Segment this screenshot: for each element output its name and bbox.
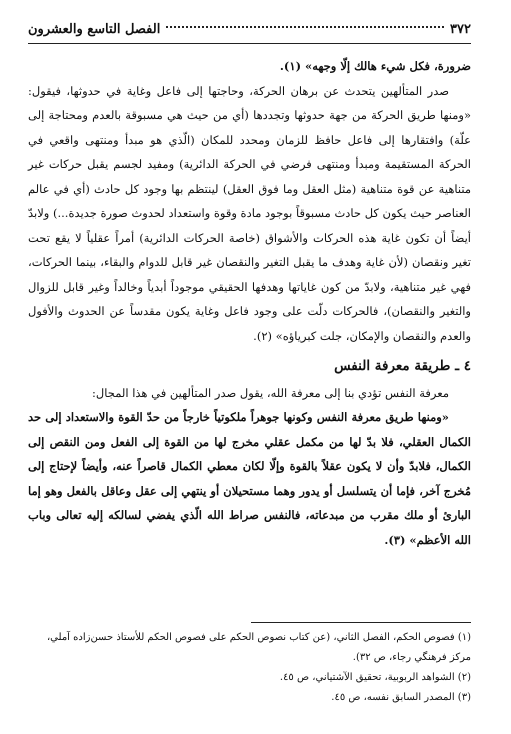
footnote-2: (٢) الشواهد الربوبية، تحقيق الآشتياني، ص ٤٥. <box>279 672 471 683</box>
section-heading: ٤ ـ طريقة معرفة النفس <box>334 358 471 374</box>
paragraph-motion-argument: صدر المتألهين يتحدث عن برهان الحركة، وحاجتها إلى فاعل وغاية في حدوثها، فيقول: «ومنها طريق الحركة من جهة حدوثها وتجددها (أي من حيث هي مسبوقة بالعدم ومحتاجة إلى علّة) وافتقارها إلى فاعل حافظ للزمان ومحدد للمكان (الّذي هو مبدأ ومنتهى واقعي في الحركة المستقيمة ومبدأ ومنتهى فرضي في الحركة الدائرية) ومفيد لجسم يقبل حركات غير متناهية عن قوة متناهية (مثل العقل وما فوق العقل) لينتظم بها وجود كل حادث (أي في عالم العناصر حيث يكون كل حادث مسبوقاً بوجود مادة وقوة واستعداد لحدوث صورة جديدة...) ولابدّ أيضاً أن تكون غاية هذه الحركات والأشواق (خاصة الحركات الدائرية) أمراً عقلياً لا يقع تحت تغير ونقصان (لأن غاية وهدف ما يقبل التغير والنقصان غير قابل للدوام والبقاء، بينما الحركات، فهي غير متناهية، ولابدّ من كون غاياتها وهدفها الحقيقي موجوداً أبدياً وخالداً وغير قابل للزوال والتغير والنقصان)، فالحركات دلّت على وجود فاعل وغاية يكون مقدساً عن الحدوث والأفول والعدم والنقصان والإمكان، جلت كبرياؤه» (٢). <box>28 83 471 343</box>
paragraph-soul-intro: معرفة النفس تؤدي بنا إلى معرفة الله، يقول صدر المتألهين في هذا المجال: <box>92 385 449 400</box>
main-text <box>28 54 471 552</box>
paragraph-soul-quote: «ومنها طريق معرفة النفس وكونها جوهراً ملكوتياً خارجاً من حدّ القوة والاستعداد إلى حد الكمال العقلي، فلا بدّ لها من مكمل عقلي مخرج لها من القوة إلى الفعل ومن النقص إلى الكمال، فلابدّ وأن لا يكون عقلاً بالقوة وإلّا لكان معطي الكمال قاصراً عنه، وأيضاً لإحتاج إلى مُخرج آخر، فإما أن يتسلسل أو يدور وهما مستحيلان أو ينتهي إلى عقل وعاقل بالفعل وهو إما البارئ أو ملك مقرب من مبدعاته، فالنفس صراط الله الّذي يفضي لسالكه إليه تعالى وباب الله الأعظم» (٣). <box>28 410 471 547</box>
footnote-1: (١) فصوص الحكم، الفصل الثاني، (عن كتاب نصوص الحكم على فصوص الحكم للأستاذ حسن‌زاده آملي، مركز فرهنگي رجاء، ص ٣٢). <box>46 632 471 663</box>
page-number: ٣٧٢ <box>450 21 471 37</box>
footnote-divider <box>251 622 471 623</box>
leader-dots <box>166 26 444 28</box>
running-header <box>28 20 471 38</box>
footnote-3: (٣) المصدر السابق نفسه، ص ٤٥. <box>331 692 471 703</box>
chapter-title: الفصل التاسع والعشرون <box>28 21 161 37</box>
footnotes <box>28 628 471 708</box>
header-divider <box>28 43 471 44</box>
paragraph-quote-ending: ضرورة، فكل شيء هالك إلّا وجهه» (١). <box>279 59 471 73</box>
